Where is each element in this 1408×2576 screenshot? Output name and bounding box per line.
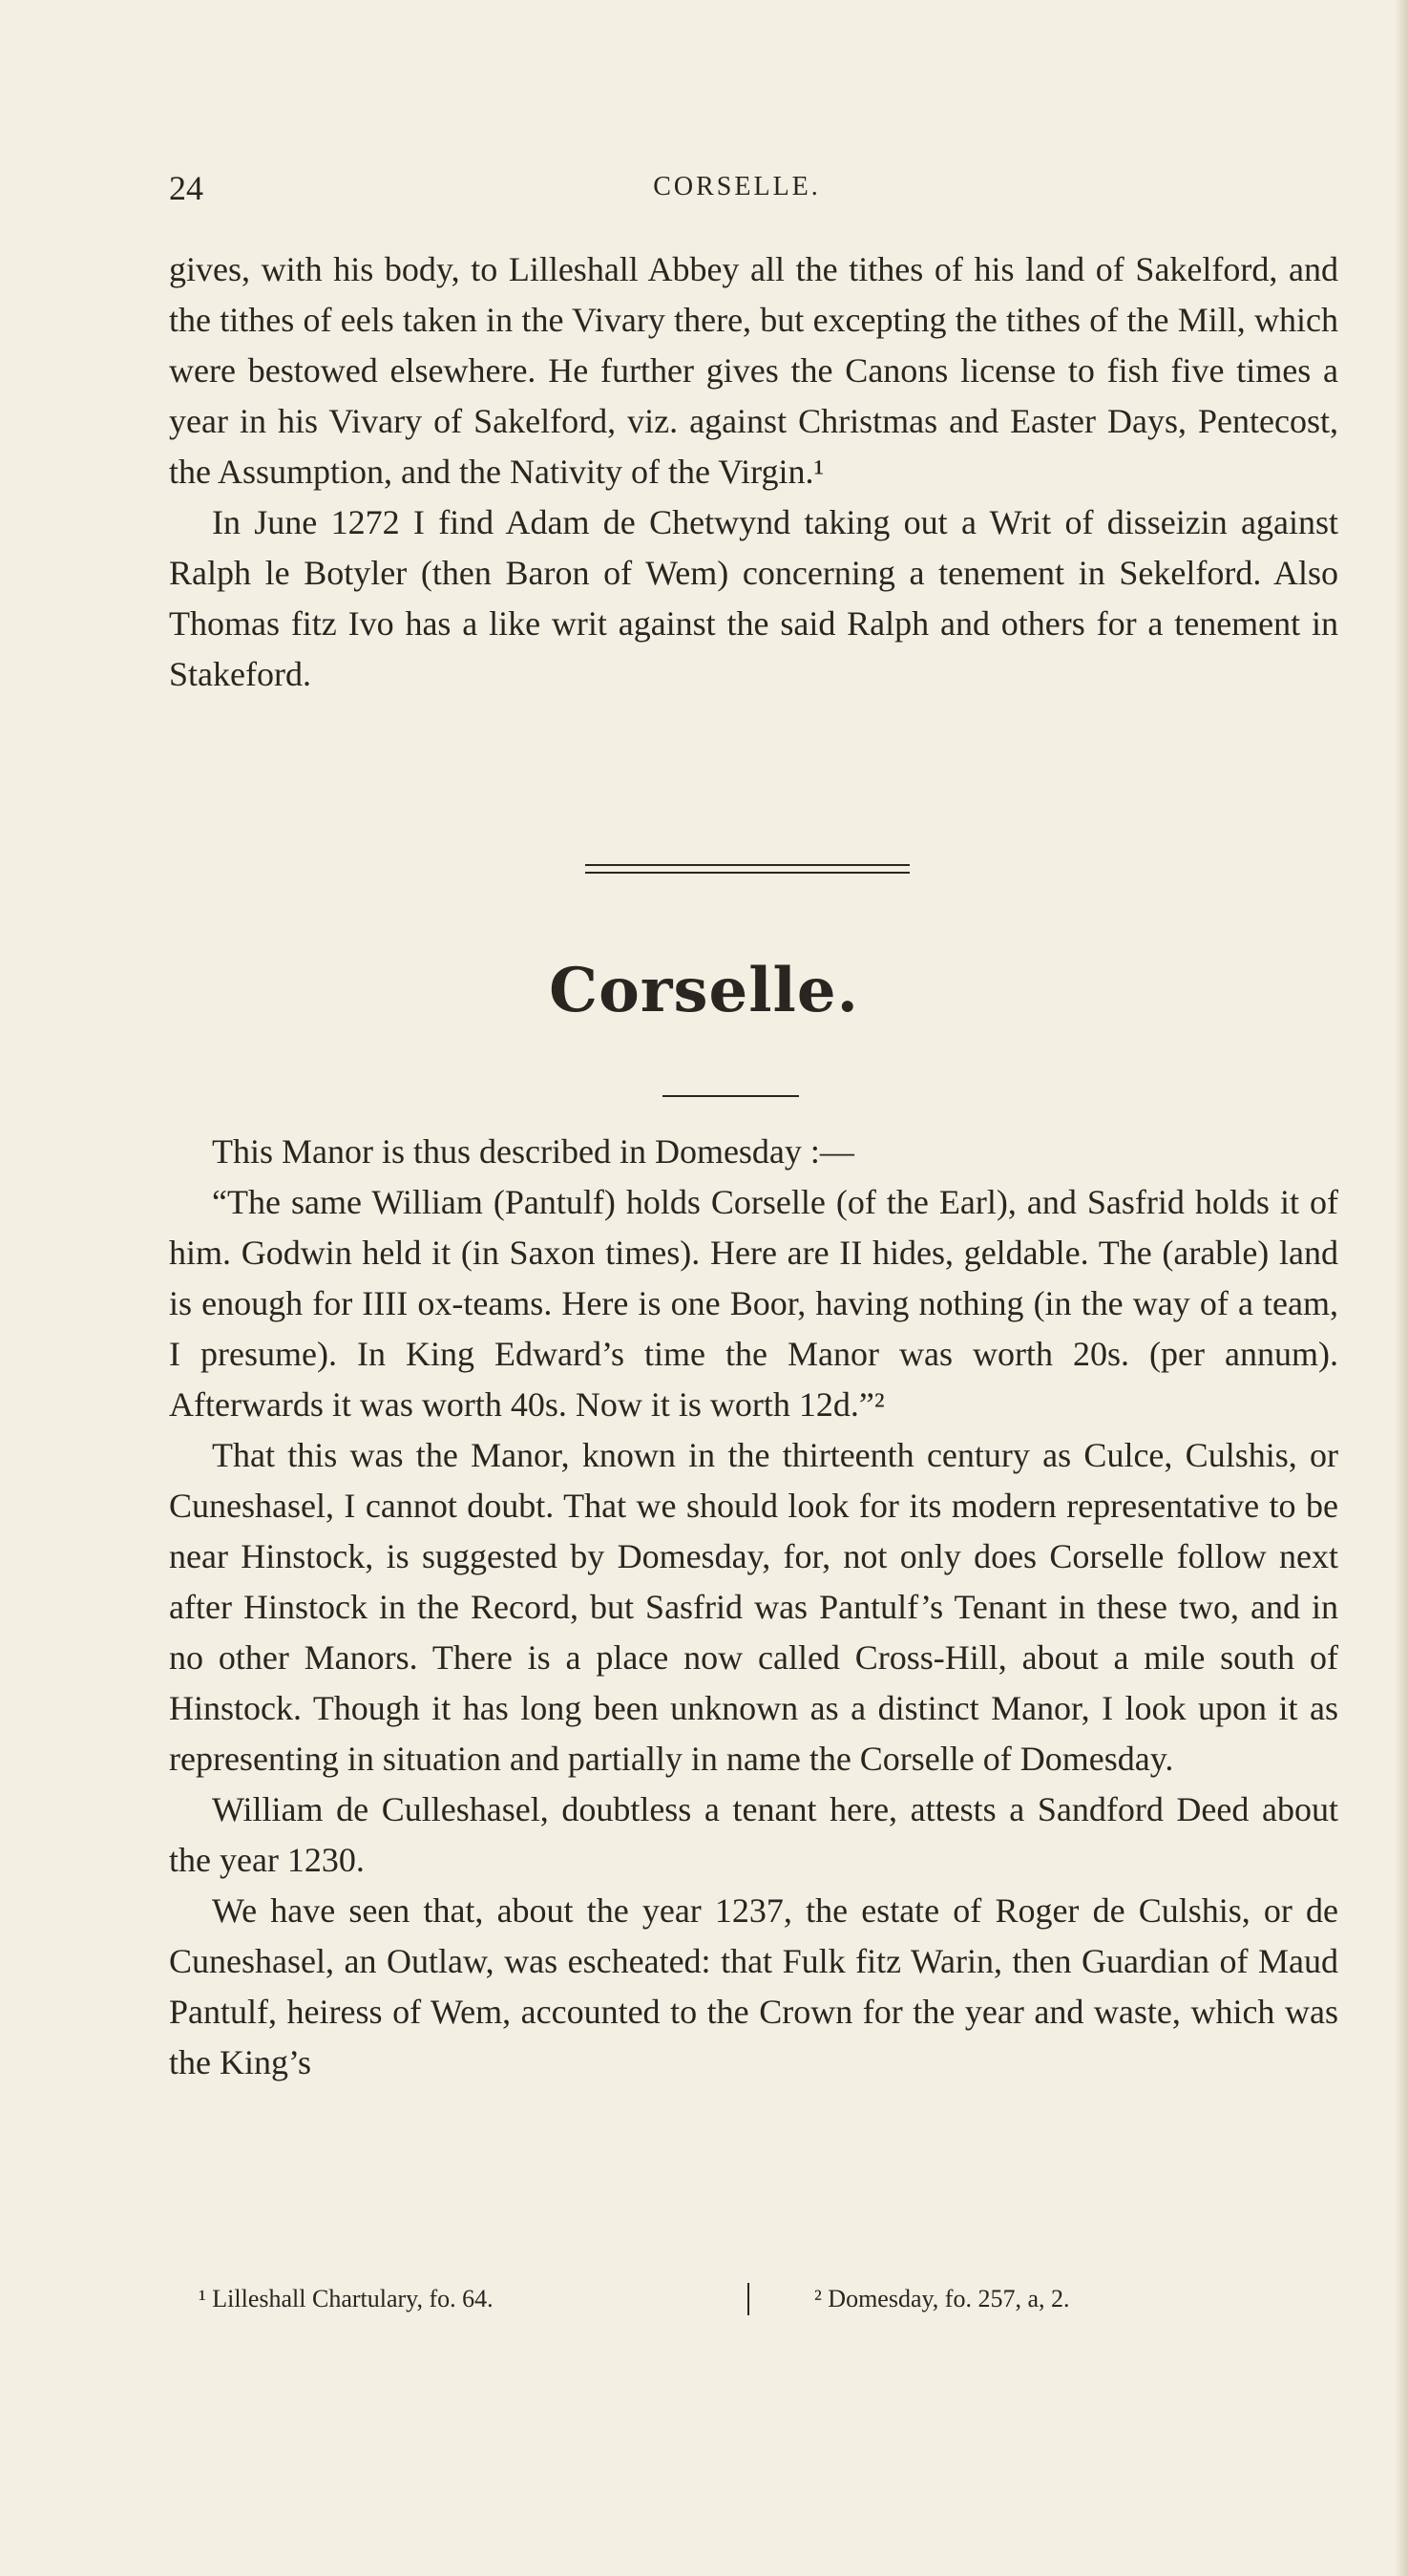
paragraph: In June 1272 I find Adam de Chetwynd taking out a Writ of disseizin against Ralph le Botyler (then Baron of Wem) concerning a tenement in Sekelford. Also Thomas fitz Ivo has a like writ against the said Ralph and others for a tenement in Stakeford. — [169, 503, 1338, 693]
paragraph: We have seen that, about the year 1237, the estate of Roger de Culshis, or de Cuneshasel, an Outlaw, was escheated: that Fulk fitz Warin, then Guardian of Maud Pantulf, heiress of Wem, accounted to the Crown for the year and waste, which was the King’s — [169, 1891, 1338, 2081]
paragraph: William de Culleshasel, doubtless a tenant here, attests a Sandford Deed about the year 1230. — [169, 1790, 1338, 1879]
running-head — [169, 168, 1305, 216]
paragraph: That this was the Manor, known in the thirteenth century as Culce, Culshis, or Cuneshasel, I cannot doubt. That we should look for its modern representative to be near Hinstock, is suggested by Domesday, for, not only does Corselle follow next after Hinstock in the Record, but Sasfrid was Pantulf’s Tenant in these two, and in no other Manors. There is a place now called Cross-Hill, about a mile south of Hinstock. Though it has long been unknown as a distinct Manor, I look upon it as representing in situation and partially in name the Corselle of Domesday. — [169, 1436, 1338, 1778]
page-edge-shading — [1395, 0, 1408, 2576]
footnote-2: ² Domesday, fo. 257, a, 2. — [814, 2285, 1070, 2312]
double-rule-bottom — [585, 872, 910, 874]
footnote-1: ¹ Lilleshall Chartulary, fo. 64. — [199, 2285, 494, 2312]
title-underline-rule — [662, 1095, 799, 1097]
section-title: Corselle. — [549, 955, 859, 1026]
footnote-divider — [747, 2283, 749, 2315]
page-number: 24 — [169, 169, 203, 207]
double-rule-top — [585, 864, 910, 866]
paragraph: gives, with his body, to Lilleshall Abbey all the tithes of his land of Sakelford, and the tithes of eels taken in the Vivary there, but excepting the tithes of the Mill, which were bestowed elsewhere. He further gives the Canons license to fish five times a year in his Vivary of Sakelford, viz. against Christmas and Easter Days, Pentecost, the Assumption, and the Nativity of the Virgin.¹ — [169, 250, 1338, 491]
text-block-top — [169, 244, 1338, 700]
text-block-main — [169, 1127, 1338, 2088]
paragraph: This Manor is thus described in Domesday :— — [212, 1132, 854, 1171]
paragraph: “The same William (Pantulf) holds Corselle (of the Earl), and Sasfrid holds it of him. Godwin held it (in Saxon times). Here are II hides, geldable. The (arable) land is enough for IIII ox-teams. Here is one Boor, having nothing (in the way of a team, I presume). In King Edward’s time the Manor was worth 20s. (per annum). Afterwards it was worth 40s. Now it is worth 12d.”² — [169, 1183, 1338, 1424]
running-title: CORSELLE. — [653, 172, 821, 201]
